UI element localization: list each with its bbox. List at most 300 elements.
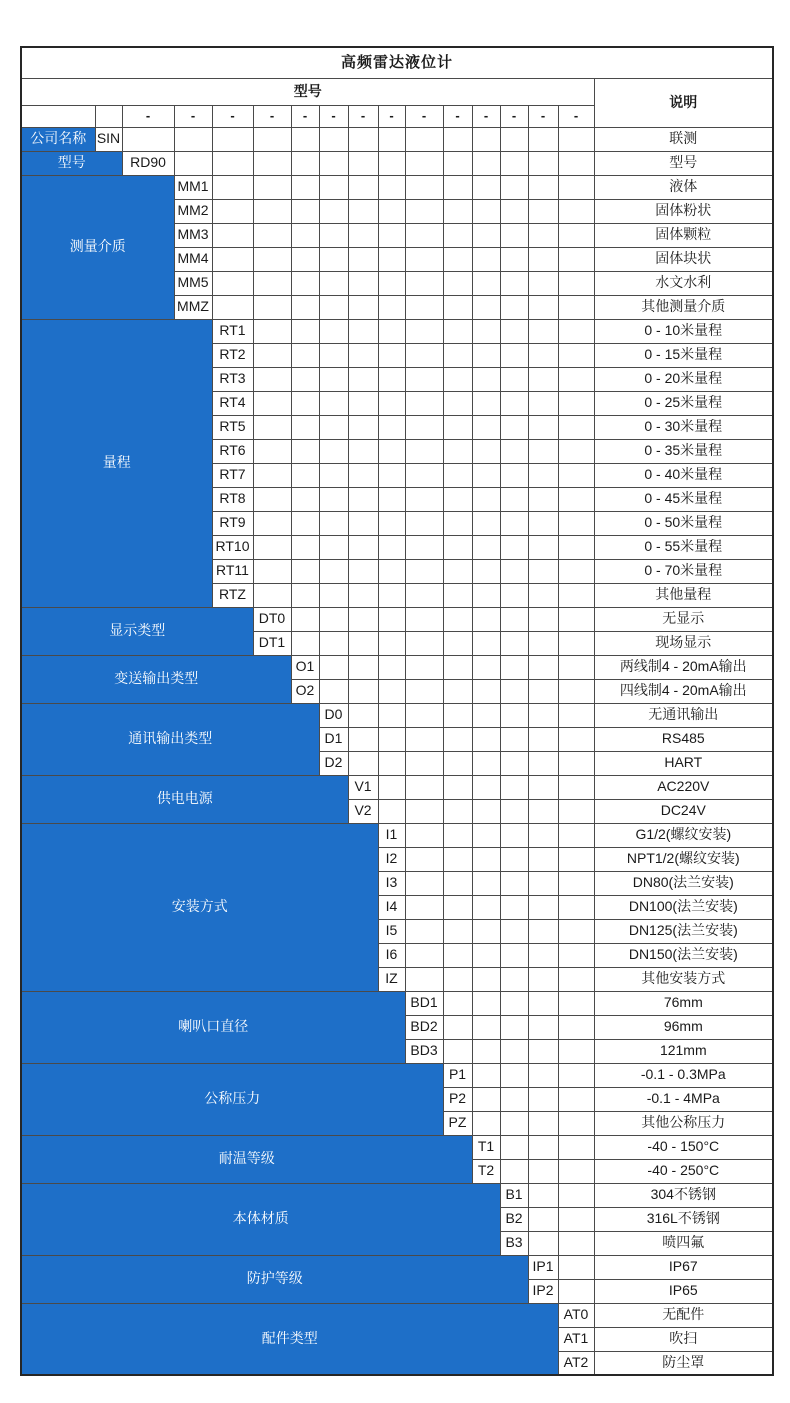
empty-grid-cell [472,343,500,367]
empty-grid-cell [472,1111,500,1135]
empty-grid-cell [405,319,443,343]
empty-grid-cell [319,607,348,631]
option-description-cell: DN150(法兰安装) [594,943,773,967]
empty-grid-cell [443,247,472,271]
empty-grid-cell [443,343,472,367]
empty-grid-cell [291,439,319,463]
empty-grid-cell [253,511,291,535]
empty-grid-cell [472,199,500,223]
empty-grid-cell [528,895,558,919]
empty-grid-cell [558,823,594,847]
option-description-cell: -40 - 150°C [594,1135,773,1159]
empty-grid-cell [348,631,378,655]
category-label-cell: 本体材质 [21,1183,500,1255]
empty-grid-cell [348,511,378,535]
option-description-cell: -40 - 250°C [594,1159,773,1183]
empty-grid-cell [319,319,348,343]
empty-grid-cell [558,727,594,751]
option-code-cell: O1 [291,655,319,679]
option-description-cell: 其他安装方式 [594,967,773,991]
empty-grid-cell [405,751,443,775]
title-row [21,47,773,78]
option-description-cell: 固体颗粒 [594,223,773,247]
empty-grid-cell [472,271,500,295]
empty-grid-cell [348,751,378,775]
option-code-cell: IZ [378,967,405,991]
empty-grid-cell [558,991,594,1015]
empty-grid-cell [500,1159,528,1183]
empty-grid-cell [500,631,528,655]
option-code-cell: D0 [319,703,348,727]
empty-grid-cell [378,199,405,223]
empty-grid-cell [291,151,319,175]
option-code-cell: DT1 [253,631,291,655]
empty-grid-cell [558,895,594,919]
empty-grid-cell [500,823,528,847]
empty-grid-cell [319,415,348,439]
empty-grid-cell [528,1183,558,1207]
empty-grid-cell [319,487,348,511]
empty-grid-cell [500,367,528,391]
empty-grid-cell [500,415,528,439]
empty-grid-cell [319,127,348,151]
empty-grid-cell [500,1063,528,1087]
empty-grid-cell [378,295,405,319]
empty-grid-cell [174,151,212,175]
model-separator-dash: - [405,105,443,127]
empty-grid-cell [348,391,378,415]
empty-grid-cell [405,295,443,319]
empty-grid-cell [558,919,594,943]
empty-grid-cell [378,487,405,511]
empty-grid-cell [500,1135,528,1159]
option-description-cell: 无通讯输出 [594,703,773,727]
empty-grid-cell [528,415,558,439]
option-description-cell: 水文水利 [594,271,773,295]
empty-grid-cell [348,367,378,391]
option-code-cell: AT1 [558,1327,594,1351]
empty-grid-cell [443,295,472,319]
table-row [21,1183,773,1207]
option-code-cell: AT0 [558,1303,594,1327]
empty-grid-cell [378,271,405,295]
empty-grid-cell [472,1063,500,1087]
empty-grid-cell [378,415,405,439]
option-code-cell: RT9 [212,511,253,535]
empty-grid-cell [500,151,528,175]
option-description-cell: 其他公称压力 [594,1111,773,1135]
option-code-cell: RT1 [212,319,253,343]
option-code-cell: D1 [319,727,348,751]
empty-grid-cell [558,127,594,151]
product-model-selection-table [20,46,774,1376]
empty-grid-cell [291,583,319,607]
empty-grid-cell [472,991,500,1015]
empty-grid-cell [378,127,405,151]
table-row [21,1303,773,1327]
option-description-cell: 0 - 55米量程 [594,535,773,559]
empty-grid-cell [319,199,348,223]
empty-grid-cell [443,919,472,943]
option-code-cell: MM3 [174,223,212,247]
empty-grid-cell [319,175,348,199]
option-code-cell: RT4 [212,391,253,415]
empty-grid-cell [528,919,558,943]
table-row [21,1135,773,1159]
option-code-cell: I1 [378,823,405,847]
empty-grid-cell [319,631,348,655]
empty-grid-cell [558,343,594,367]
empty-grid-cell [472,151,500,175]
empty-grid-cell [500,391,528,415]
empty-grid-cell [558,535,594,559]
empty-grid-cell [348,439,378,463]
empty-grid-cell [500,583,528,607]
option-description-cell: 0 - 45米量程 [594,487,773,511]
table-row [21,823,773,847]
table-row [21,607,773,631]
empty-grid-cell [378,727,405,751]
option-code-cell: O2 [291,679,319,703]
empty-grid-cell [348,247,378,271]
category-label-cell: 显示类型 [21,607,253,655]
option-code-cell: D2 [319,751,348,775]
empty-grid-cell [291,247,319,271]
empty-grid-cell [472,799,500,823]
empty-grid-cell [443,223,472,247]
empty-grid-cell [500,1087,528,1111]
option-description-cell: 其他测量介质 [594,295,773,319]
option-code-cell: BD3 [405,1039,443,1063]
empty-grid-cell [472,127,500,151]
empty-grid-cell [405,871,443,895]
empty-grid-cell [528,1159,558,1183]
empty-grid-cell [472,1087,500,1111]
option-description-cell: 0 - 25米量程 [594,391,773,415]
empty-grid-cell [443,439,472,463]
option-code-cell: MM1 [174,175,212,199]
empty-grid-cell [348,559,378,583]
empty-grid-cell [405,919,443,943]
empty-grid-cell [472,943,500,967]
empty-grid-cell [253,151,291,175]
description-column-header: 说明 [594,78,773,127]
option-code-cell: RT5 [212,415,253,439]
option-code-cell: SIN [95,127,122,151]
empty-grid-cell [528,151,558,175]
empty-grid-cell [212,127,253,151]
empty-grid-cell [528,463,558,487]
option-code-cell: BD1 [405,991,443,1015]
empty-grid-cell [212,247,253,271]
empty-grid-cell [443,271,472,295]
empty-grid-cell [174,127,212,151]
option-description-cell: 联测 [594,127,773,151]
empty-grid-cell [378,511,405,535]
empty-grid-cell [443,823,472,847]
option-code-cell: I2 [378,847,405,871]
category-label-cell: 供电电源 [21,775,348,823]
option-description-cell: 0 - 15米量程 [594,343,773,367]
empty-grid-cell [348,127,378,151]
empty-grid-cell [558,847,594,871]
empty-grid-cell [378,607,405,631]
empty-grid-cell [472,703,500,727]
empty-grid-cell [528,991,558,1015]
option-code-cell: V2 [348,799,378,823]
option-code-cell: P1 [443,1063,472,1087]
empty-grid-cell [253,391,291,415]
option-code-cell: MM2 [174,199,212,223]
category-label-cell: 变送输出类型 [21,655,291,703]
option-description-cell: 防尘罩 [594,1351,773,1375]
empty-grid-cell [405,247,443,271]
option-code-cell: B3 [500,1231,528,1255]
empty-grid-cell [528,271,558,295]
option-code-cell: DT0 [253,607,291,631]
empty-grid-cell [443,175,472,199]
option-code-cell: RT6 [212,439,253,463]
empty-grid-cell [253,463,291,487]
empty-grid-cell [253,439,291,463]
empty-grid-cell [558,679,594,703]
empty-grid-cell [319,463,348,487]
empty-grid-cell [253,583,291,607]
empty-grid-cell [348,223,378,247]
empty-grid-cell [443,895,472,919]
empty-grid-cell [472,415,500,439]
empty-grid-cell [528,943,558,967]
empty-grid-cell [378,775,405,799]
empty-grid-cell [291,223,319,247]
empty-grid-cell [500,799,528,823]
empty-grid-cell [500,919,528,943]
empty-grid-cell [558,151,594,175]
empty-grid-cell [472,607,500,631]
empty-grid-cell [443,727,472,751]
empty-grid-cell [528,247,558,271]
empty-grid-cell [558,1255,594,1279]
empty-grid-cell [378,175,405,199]
model-separator-dash: - [348,105,378,127]
empty-grid-cell [405,631,443,655]
empty-grid-cell [500,535,528,559]
empty-grid-cell [348,583,378,607]
option-description-cell: DN100(法兰安装) [594,895,773,919]
empty-grid-cell [253,127,291,151]
empty-grid-cell [500,1015,528,1039]
empty-grid-cell [348,679,378,703]
empty-grid-cell [528,391,558,415]
empty-grid-cell [405,895,443,919]
empty-grid-cell [528,967,558,991]
empty-grid-cell [291,175,319,199]
empty-grid-cell [558,751,594,775]
empty-grid-cell [558,655,594,679]
empty-grid-cell [528,607,558,631]
option-description-cell: -0.1 - 4MPa [594,1087,773,1111]
empty-grid-cell [443,607,472,631]
category-label-cell: 安装方式 [21,823,378,991]
empty-grid-cell [378,799,405,823]
option-code-cell: RT2 [212,343,253,367]
empty-grid-cell [558,199,594,223]
empty-grid-cell [472,1015,500,1039]
option-description-cell: IP67 [594,1255,773,1279]
empty-grid-cell [500,199,528,223]
empty-grid-cell [291,511,319,535]
empty-grid-cell [472,631,500,655]
empty-grid-cell [558,1231,594,1255]
empty-grid-cell [528,631,558,655]
option-description-cell: HART [594,751,773,775]
empty-grid-cell [528,535,558,559]
empty-grid-cell [253,559,291,583]
empty-grid-cell [500,487,528,511]
empty-grid-cell [528,1063,558,1087]
empty-grid-cell [348,271,378,295]
option-code-cell: BD2 [405,1015,443,1039]
empty-grid-cell [291,199,319,223]
empty-grid-cell [405,415,443,439]
empty-grid-cell [253,199,291,223]
model-separator-dash: - [253,105,291,127]
empty-grid-cell [500,727,528,751]
option-description-cell: 121mm [594,1039,773,1063]
empty-grid-cell [405,151,443,175]
empty-grid-cell [378,319,405,343]
category-label-cell: 测量介质 [21,175,174,319]
empty-grid-cell [558,511,594,535]
empty-grid-cell [558,223,594,247]
model-separator-dash: - [212,105,253,127]
empty-grid-cell [558,1159,594,1183]
empty-grid-cell [291,487,319,511]
empty-grid-cell [500,343,528,367]
empty-grid-cell [291,415,319,439]
option-code-cell: V1 [348,775,378,799]
empty-grid-cell [443,943,472,967]
option-description-cell: G1/2(螺纹安装) [594,823,773,847]
empty-grid-cell [405,127,443,151]
empty-grid-cell [319,343,348,367]
empty-grid-cell [378,679,405,703]
option-description-cell: -0.1 - 0.3MPa [594,1063,773,1087]
option-description-cell: 0 - 20米量程 [594,367,773,391]
empty-grid-cell [558,943,594,967]
empty-grid-cell [348,655,378,679]
empty-grid-cell [378,439,405,463]
empty-grid-cell [253,535,291,559]
option-description-cell: DN80(法兰安装) [594,871,773,895]
empty-grid-cell [378,343,405,367]
option-code-cell: T1 [472,1135,500,1159]
empty-grid-cell [528,751,558,775]
empty-grid-cell [253,487,291,511]
empty-grid-cell [443,559,472,583]
empty-grid-cell [558,631,594,655]
empty-grid-cell [443,583,472,607]
empty-grid-cell [348,727,378,751]
empty-grid-cell [472,559,500,583]
empty-grid-cell [528,175,558,199]
option-description-cell: 固体块状 [594,247,773,271]
option-description-cell: 0 - 35米量程 [594,439,773,463]
empty-grid-cell [405,943,443,967]
empty-grid-cell [378,631,405,655]
table-row [21,1063,773,1087]
empty-grid-cell [443,967,472,991]
model-separator-dash: - [472,105,500,127]
empty-grid-cell [558,703,594,727]
empty-grid-cell [500,247,528,271]
empty-grid-cell [443,367,472,391]
empty-grid-cell [443,127,472,151]
empty-grid-cell [528,1111,558,1135]
option-description-cell: 现场显示 [594,631,773,655]
empty-grid-cell [443,703,472,727]
empty-grid-cell [378,223,405,247]
empty-grid-cell [443,151,472,175]
empty-grid-cell [405,559,443,583]
empty-grid-cell [291,343,319,367]
option-description-cell: RS485 [594,727,773,751]
empty-grid-cell [291,535,319,559]
model-segment-blank [21,105,95,127]
empty-grid-cell [405,967,443,991]
option-code-cell: IP2 [528,1279,558,1303]
model-separator-dash: - [558,105,594,127]
empty-grid-cell [472,655,500,679]
empty-grid-cell [558,607,594,631]
empty-grid-cell [500,559,528,583]
table-row [21,655,773,679]
empty-grid-cell [528,487,558,511]
option-description-cell: 四线制4 - 20mA输出 [594,679,773,703]
empty-grid-cell [472,463,500,487]
empty-grid-cell [472,319,500,343]
option-code-cell: P2 [443,1087,472,1111]
empty-grid-cell [528,1087,558,1111]
empty-grid-cell [253,319,291,343]
empty-grid-cell [443,751,472,775]
empty-grid-cell [443,487,472,511]
table-row [21,991,773,1015]
empty-grid-cell [558,175,594,199]
option-code-cell: T2 [472,1159,500,1183]
empty-grid-cell [443,679,472,703]
category-label-cell: 公称压力 [21,1063,443,1135]
empty-grid-cell [405,463,443,487]
empty-grid-cell [122,127,174,151]
empty-grid-cell [528,775,558,799]
empty-grid-cell [528,295,558,319]
category-label-cell: 通讯输出类型 [21,703,319,775]
empty-grid-cell [558,1135,594,1159]
empty-grid-cell [500,607,528,631]
empty-grid-cell [443,847,472,871]
empty-grid-cell [291,607,319,631]
empty-grid-cell [528,1135,558,1159]
option-description-cell: 型号 [594,151,773,175]
empty-grid-cell [378,703,405,727]
option-code-cell: RT3 [212,367,253,391]
empty-grid-cell [348,415,378,439]
empty-grid-cell [500,679,528,703]
empty-grid-cell [472,439,500,463]
table-row [21,127,773,151]
option-code-cell: RT10 [212,535,253,559]
